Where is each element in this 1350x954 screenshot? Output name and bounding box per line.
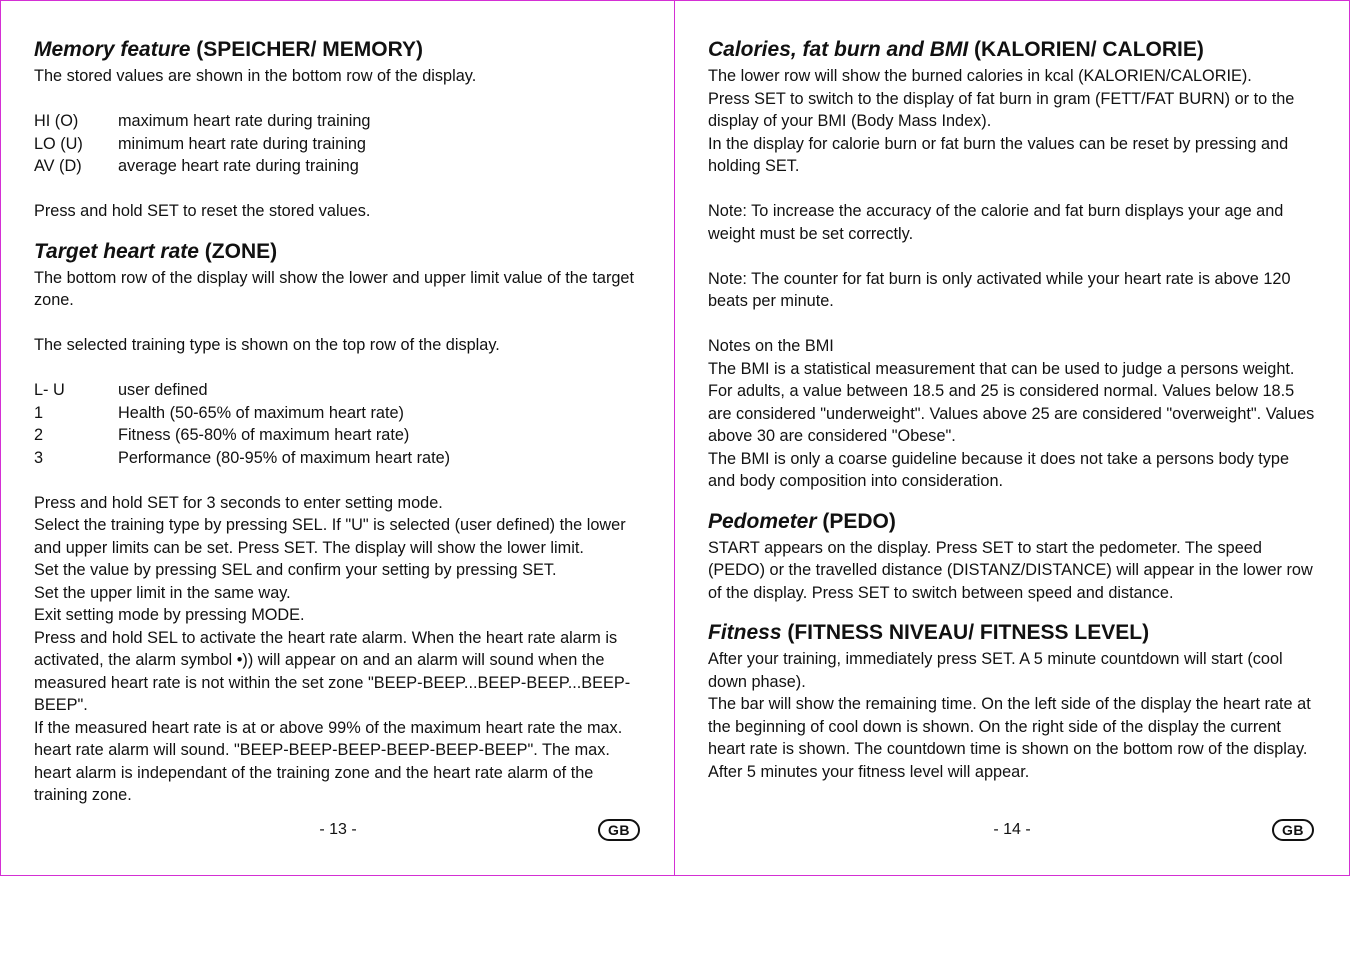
memory-heading-rest: (SPEICHER/ MEMORY) xyxy=(190,38,423,61)
pedometer-heading xyxy=(708,507,1320,537)
left-page xyxy=(0,0,675,876)
bmi-line-guideline: The BMI is only a coarse guideline because it does not take a persons body type and body composition into consideration. xyxy=(708,449,1290,490)
memory-row-key: HI (O) xyxy=(34,112,79,130)
pedometer-heading-rest: (PEDO) xyxy=(816,509,896,533)
memory-heading xyxy=(34,35,644,65)
target-row-health xyxy=(34,402,644,425)
page-number: - 13 - xyxy=(319,821,357,838)
target-row-value: Health (50-65% of maximum heart rate) xyxy=(118,403,404,422)
target-line-alarm: Press and hold SEL to activate the heart rate alarm. When the heart rate alarm is activated, the alarm symbol •)) will appear on and an alarm will sound when the measured heart rate is not within the set zone "BEEP-BEEP...BEEP-BEEP...BEEP-BEEP". xyxy=(34,628,631,714)
right-page xyxy=(674,0,1350,876)
fitness-heading-rest: (FITNESS NIVEAU/ FITNESS LEVEL) xyxy=(781,621,1150,644)
target-row-key: 3 xyxy=(34,448,44,467)
calories-line-lower-row: The lower row will show the burned calories in kcal (KALORIEN/CALORIE). xyxy=(708,67,1252,85)
calories-heading xyxy=(708,35,1320,65)
note-fat-burn xyxy=(708,268,1320,313)
target-row-key: 2 xyxy=(34,426,44,444)
calories-line-reset: In the display for calorie burn or fat burn the values can be reset by pressing and holding SET. xyxy=(708,134,1289,175)
target-row-value: user defined xyxy=(118,381,208,399)
memory-row-key: LO (U) xyxy=(34,134,83,153)
fitness-line-bar: The bar will show the remaining time. On the left side of the display the heart rate at the beginning of cool down is shown. On the right side of the display the current heart rate is shown. The countdown time is shown on the bottom row of the display. xyxy=(708,695,1311,758)
fitness-heading xyxy=(708,618,1320,648)
target-line-value: Set the value by pressing SEL and confirm your setting by pressing SET. xyxy=(34,561,557,579)
note-label: Note: xyxy=(708,269,747,288)
target-heading xyxy=(34,237,644,267)
memory-row-key: AV (D) xyxy=(34,157,82,175)
target-p2: The selected training type is shown on the top row of the display. xyxy=(34,336,500,354)
bmi-line-statistical: The BMI is a statistical measurement that can be used to judge a persons weight. For adults, a value between 18.5 and 25 is considered normal. Values below 18.5 are considered "underweight". Values above 25 are considered "overweight". Values above 30 are considered "Obese". xyxy=(708,359,1315,445)
target-line-max-alarm: If the measured heart rate is at or above 99% of the maximum heart rate the max. heart rate alarm will sound. "BEEP-BEEP-BEEP-BEEP-BEEP-BEEP". The max. heart alarm is independant of the training zone and the heart rate alarm of the training zone. xyxy=(34,718,623,804)
fitness-line-countdown: After your training, immediately press SET. A 5 minute countdown will start (cool down phase). xyxy=(708,650,1283,691)
note-label: Note: xyxy=(708,202,747,220)
target-row-fitness xyxy=(34,424,644,447)
fitness-heading-italic: Fitness xyxy=(708,621,782,644)
target-row-value: Fitness (65-80% of maximum heart rate) xyxy=(118,426,410,444)
note-text: The counter for fat burn is only activated while your heart rate is above 120 beats per minute. xyxy=(708,269,1291,310)
fitness-line-result: After 5 minutes your fitness level will appear. xyxy=(708,762,1030,781)
target-heading-rest: (ZONE) xyxy=(198,239,278,263)
gb-language-badge: GB xyxy=(598,819,640,841)
right-page-content xyxy=(708,35,1320,783)
memory-row-value: average heart rate during training xyxy=(118,157,359,175)
memory-row-value: minimum heart rate during training xyxy=(118,134,366,153)
target-line-exit: Exit setting mode by pressing MODE. xyxy=(34,606,305,624)
memory-row-hi xyxy=(34,110,644,133)
target-line-select: Select the training type by pressing SEL. If "U" is selected (user defined) the lower and upper limits can be set. Press SET. The display will show the lower limit. xyxy=(34,516,626,557)
target-p1: The bottom row of the display will show the lower and upper limit value of the target zone. xyxy=(34,268,634,309)
note-accuracy xyxy=(708,200,1320,245)
calories-heading-rest: (KALORIEN/ CALORIE) xyxy=(968,38,1204,61)
memory-intro: The stored values are shown in the bottom row of the display. xyxy=(34,67,477,85)
note-text: To increase the accuracy of the calorie and fat burn displays your age and weight must be set correctly. xyxy=(708,202,1284,243)
bmi-subheading: Notes on the BMI xyxy=(708,337,834,355)
target-line-setting: Press and hold SET for 3 seconds to enter setting mode. xyxy=(34,493,443,512)
pedometer-heading-italic: Pedometer xyxy=(708,509,817,533)
target-heading-italic: Target heart rate xyxy=(34,239,199,263)
target-row-user xyxy=(34,379,644,402)
calories-line-switch: Press SET to switch to the display of fat burn in gram (FETT/FAT BURN) or to the display of your BMI (Body Mass Index). xyxy=(708,89,1295,130)
gb-language-badge: GB xyxy=(1272,819,1314,841)
memory-row-value: maximum heart rate during training xyxy=(118,112,371,130)
pedometer-text: START appears on the display. Press SET to start the pedometer. The speed (PEDO) or the travelled distance (DISTANZ/DISTANCE) will appear in the lower row of the display. Press SET to switch between speed and distance. xyxy=(708,538,1313,602)
left-page-content xyxy=(34,35,644,807)
memory-row-av xyxy=(34,155,644,178)
target-row-value: Performance (80-95% of maximum heart rate) xyxy=(118,448,451,467)
target-row-key: L- U xyxy=(34,381,65,399)
page-number: - 14 - xyxy=(993,821,1031,838)
memory-row-lo xyxy=(34,133,644,156)
target-row-key: 1 xyxy=(34,403,44,422)
target-line-upper: Set the upper limit in the same way. xyxy=(34,583,291,602)
memory-heading-italic: Memory feature xyxy=(34,38,191,61)
memory-reset-text: Press and hold SET to reset the stored values. xyxy=(34,202,371,220)
calories-heading-italic: Calories, fat burn and BMI xyxy=(708,38,969,61)
target-row-performance xyxy=(34,447,644,470)
